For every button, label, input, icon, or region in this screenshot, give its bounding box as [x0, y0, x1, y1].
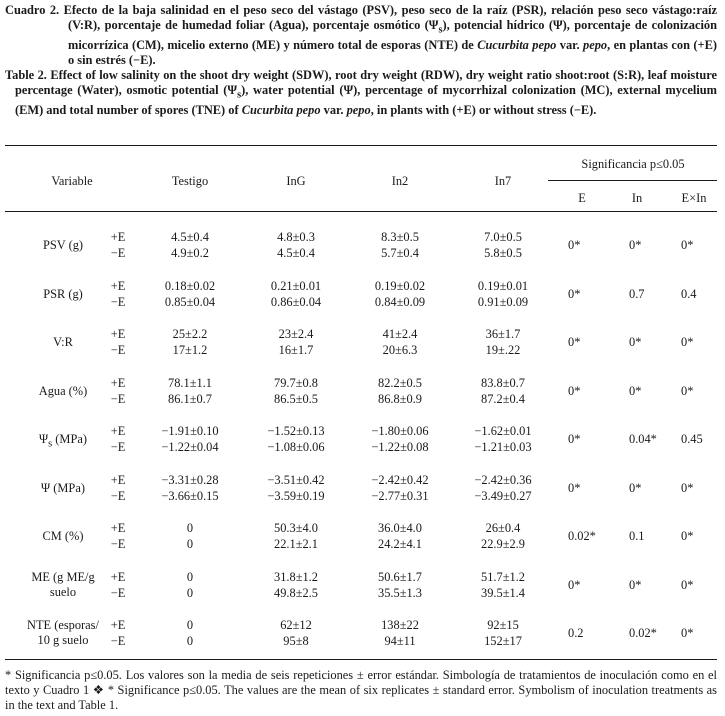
treatment-sign: −E: [110, 343, 126, 357]
table-cell: 39.5±1.4: [481, 585, 525, 600]
header-significance: Significancia p≤0.05: [581, 157, 685, 171]
table-cell: 152±17: [484, 634, 522, 648]
header-ing: InG: [286, 174, 306, 188]
table-cell: 25±2.2: [172, 327, 208, 341]
treatment-sign: +E: [110, 521, 126, 535]
table-cell: −3.51±0.42: [267, 472, 325, 487]
table-cell: 79.7±0.8: [274, 375, 318, 390]
table-cell: −1.22±0.04: [161, 440, 219, 454]
table-cell: 49.8±2.5: [274, 585, 318, 600]
table-cell: −1.52±0.13: [267, 424, 325, 438]
row-label-symbol: Ψ: [39, 432, 49, 446]
treatment-sign: −E: [110, 585, 126, 600]
table-cell: 4.5±0.4: [171, 230, 209, 244]
header-testigo: Testigo: [171, 174, 209, 188]
treatment-sign: +E: [110, 327, 126, 341]
significance-cell: 0*: [629, 383, 642, 398]
table-cell: 50.6±1.7: [378, 569, 422, 584]
row-label-line-1: NTE (esporas/: [27, 618, 99, 632]
table-bottom-rule: [5, 659, 717, 660]
table-cell: 4.9±0.2: [171, 246, 209, 260]
treatment-sign: +E: [110, 424, 126, 438]
table-cell: 35.5±1.3: [378, 585, 422, 600]
significance-cell: 0.2: [568, 626, 584, 640]
treatment-sign: −E: [110, 440, 126, 454]
row-label: Ψ (MPa): [41, 480, 85, 495]
table-cell: 22.1±2.1: [274, 537, 318, 551]
table-header-rule: [5, 211, 717, 212]
table-cell: 95±8: [283, 634, 309, 648]
header-in: In: [631, 191, 643, 205]
header-exin: E×In: [681, 191, 707, 205]
row-label-line-2: 10 g suelo: [37, 633, 89, 648]
caption-es-variety: pepo: [583, 37, 608, 52]
row-label: [31, 570, 94, 600]
table-cell: 0: [186, 537, 194, 551]
table-cell: 41±2.4: [382, 327, 418, 341]
table-cell: 87.2±0.4: [481, 391, 525, 406]
row-label-unit: (MPa): [52, 432, 87, 446]
table-cell: 5.8±0.5: [484, 246, 522, 260]
table-cell: 86.5±0.5: [274, 391, 318, 406]
significance-cell: 0*: [681, 529, 694, 543]
table-cell: 0.18±0.02: [164, 278, 216, 293]
table-cell: 0: [186, 569, 194, 584]
caption-es-text-3: var.: [556, 37, 584, 52]
caption-es-label: Cuadro 2.: [5, 3, 60, 17]
significance-cell: 0.1: [629, 529, 645, 543]
table-cell: 50.3±4.0: [274, 521, 318, 535]
row-label: Agua (%): [38, 383, 88, 398]
table-cell: 62±12: [280, 618, 312, 632]
significance-cell: 0*: [681, 626, 694, 640]
table-cell: 0: [186, 585, 194, 600]
header-in2: In2: [391, 174, 409, 188]
table-cell: 23±2.4: [278, 327, 314, 341]
row-label-line-2: suelo: [49, 584, 77, 599]
table-cell: 0.21±0.01: [270, 278, 322, 293]
table-cell: −1.91±0.10: [161, 424, 219, 438]
table-cell: 8.3±0.5: [381, 230, 419, 244]
table-cell: 4.5±0.4: [277, 246, 315, 260]
table-cell: 51.7±1.2: [481, 569, 525, 584]
table-cell: −3.66±0.15: [161, 488, 219, 503]
row-label-subscript: s: [48, 438, 53, 450]
caption-en-text-4: , in plants with (+E) or without stress (−E).: [370, 102, 597, 117]
caption-english: [5, 68, 717, 118]
table-cell: 94±11: [384, 634, 416, 648]
caption-es-sub: s: [438, 24, 443, 36]
table-cell: 78.1±1.1: [168, 375, 212, 390]
table-cell: 0.19±0.01: [477, 278, 529, 293]
table-cell: 0.19±0.02: [374, 278, 426, 293]
caption-es-species: Cucurbita pepo: [477, 37, 557, 52]
treatment-sign: +E: [110, 278, 126, 293]
header-variable: Variable: [51, 174, 93, 188]
treatment-sign: +E: [110, 472, 126, 487]
caption-en-species: Cucurbita pepo: [241, 102, 321, 117]
significance-cell: 0*: [629, 335, 642, 349]
table-cell: 0.91±0.09: [477, 294, 529, 309]
treatment-sign: −E: [110, 488, 126, 503]
table-cell: 138±22: [381, 618, 419, 632]
row-label: V:R: [53, 335, 73, 349]
significance-cell: 0*: [568, 432, 581, 446]
significance-cell: 0*: [681, 480, 694, 495]
row-label-line-1: ME (g ME/g: [31, 569, 95, 584]
table-cell: 16±1.7: [278, 343, 314, 357]
significance-cell: 0*: [568, 383, 581, 398]
table-cell: 86.1±0.7: [168, 391, 212, 406]
table-cell: 22.9±2.9: [481, 537, 525, 551]
table-cell: 5.7±0.4: [381, 246, 419, 260]
treatment-sign: −E: [110, 294, 126, 309]
table-cell: 24.2±4.1: [378, 537, 422, 551]
significance-cell: 0.4: [681, 286, 697, 301]
table-cell: 0: [186, 521, 194, 535]
treatment-sign: +E: [110, 569, 126, 584]
significance-cell: 0.7: [629, 286, 645, 301]
significance-cell: 0*: [629, 480, 642, 495]
significance-cell: 0*: [629, 577, 642, 592]
table-cell: 86.8±0.9: [378, 391, 422, 406]
significance-subrule: [548, 180, 717, 181]
table-cell: 4.8±0.3: [277, 230, 315, 244]
table-cell: 20±6.3: [382, 343, 418, 357]
significance-cell: 0*: [681, 577, 694, 592]
table-cell: −3.31±0.28: [161, 472, 219, 487]
table-cell: −2.42±0.36: [474, 472, 532, 487]
footnote: [5, 668, 717, 714]
significance-cell: 0*: [681, 383, 694, 398]
row-label: [39, 432, 87, 452]
caption-es-text-1: Efecto de la baja salinidad en el peso seco del vástago (PSV), peso seco de la raíz (PSR), relación peso seco vástago:raíz (V:R), porcentaje de humedad foliar (Agua), porcentaje osmótico (Ψ: [63, 3, 717, 33]
caption-spanish: [5, 3, 717, 68]
significance-cell: 0*: [681, 238, 694, 252]
table-cell: 83.8±0.7: [481, 375, 525, 390]
caption-en-text-2: ), water potential (Ψ), percentage of mycorrhizal colonization (MC), external mycelium (EM) and total number of spores (TNE) of: [15, 83, 717, 117]
treatment-sign: +E: [110, 230, 126, 244]
treatment-sign: −E: [110, 537, 126, 551]
table-cell: 82.2±0.5: [378, 375, 422, 390]
caption-en-label: Table 2.: [5, 68, 47, 82]
table-cell: 17±1.2: [172, 343, 208, 357]
table-cell: 0.85±0.04: [164, 294, 216, 309]
caption-en-sub: s: [237, 89, 242, 101]
table-cell: −2.77±0.31: [371, 488, 429, 503]
significance-cell: 0*: [568, 286, 581, 301]
table-cell: 92±15: [487, 618, 519, 632]
table-cell: 36.0±4.0: [378, 521, 422, 535]
caption-en-variety: pepo: [346, 102, 371, 117]
significance-cell: 0*: [681, 335, 694, 349]
treatment-sign: +E: [110, 618, 126, 632]
significance-cell: 0.45: [681, 432, 703, 446]
table-cell: 26±0.4: [485, 521, 521, 535]
table-cell: 7.0±0.5: [484, 230, 522, 244]
caption-en-text-1: Effect of low salinity on the shoot dry weight (SDW), root dry weight (RDW), dry weight ratio shoot:root (S:R), leaf moisture percentage (Water), osmotic potential (Ψ: [15, 68, 718, 98]
significance-cell: 0.02*: [568, 529, 596, 543]
table-cell: 0: [186, 618, 194, 632]
table-cell: −1.62±0.01: [474, 424, 532, 438]
row-label: [27, 618, 99, 648]
significance-cell: 0*: [568, 577, 581, 592]
caption-es-text-4: , en plantas con (+E) o sin estrés (−E).: [68, 37, 717, 68]
table-cell: −2.42±0.42: [371, 472, 429, 487]
footnote-text: * Significancia p≤0.05. Los valores son la media de seis repeticiones ± error estándar. Simbología de tratamientos de inoculación como en el texto y Cuadro 1 ❖ * Significance p≤0.05. The values are the mean of six replicates ± standard error. Symbolism of inoculation treatments as in the text and Table 1.: [5, 668, 717, 713]
treatment-sign: −E: [110, 391, 126, 406]
table-cell: 0.86±0.04: [270, 294, 322, 309]
table-cell: −1.22±0.08: [371, 440, 429, 454]
treatment-sign: +E: [110, 375, 126, 390]
significance-cell: 0*: [629, 238, 642, 252]
table-cell: 0.84±0.09: [374, 294, 426, 309]
table-cell: −1.08±0.06: [267, 440, 325, 454]
table-cell: 31.8±1.2: [274, 569, 318, 584]
significance-cell: 0*: [568, 335, 581, 349]
table-cell: 0: [186, 634, 194, 648]
table-top-rule: [5, 145, 717, 146]
header-in7: In7: [494, 174, 512, 188]
significance-cell: 0.02*: [629, 626, 657, 640]
row-label: CM (%): [42, 529, 84, 543]
header-e: E: [578, 191, 586, 205]
treatment-sign: −E: [110, 634, 126, 648]
significance-cell: 0*: [568, 238, 581, 252]
row-label: PSR (g): [43, 286, 83, 301]
row-label: PSV (g): [42, 238, 84, 252]
table-cell: 36±1.7: [485, 327, 521, 341]
treatment-sign: −E: [110, 246, 126, 260]
caption-es-text-2: ), potencial hídrico (Ψ), porcentaje de colonización micorrízica (CM), micelio externo (ME) y número total de esporas (NTE) de: [68, 18, 717, 52]
table-cell: −3.49±0.27: [474, 488, 532, 503]
table-cell: −1.21±0.03: [474, 440, 532, 454]
table-cell: −1.80±0.06: [371, 424, 429, 438]
significance-cell: 0*: [568, 480, 581, 495]
caption-en-text-3: var.: [320, 102, 347, 117]
table-cell: 19±.22: [485, 343, 521, 357]
significance-cell: 0.04*: [629, 432, 657, 446]
table-cell: −3.59±0.19: [267, 488, 325, 503]
